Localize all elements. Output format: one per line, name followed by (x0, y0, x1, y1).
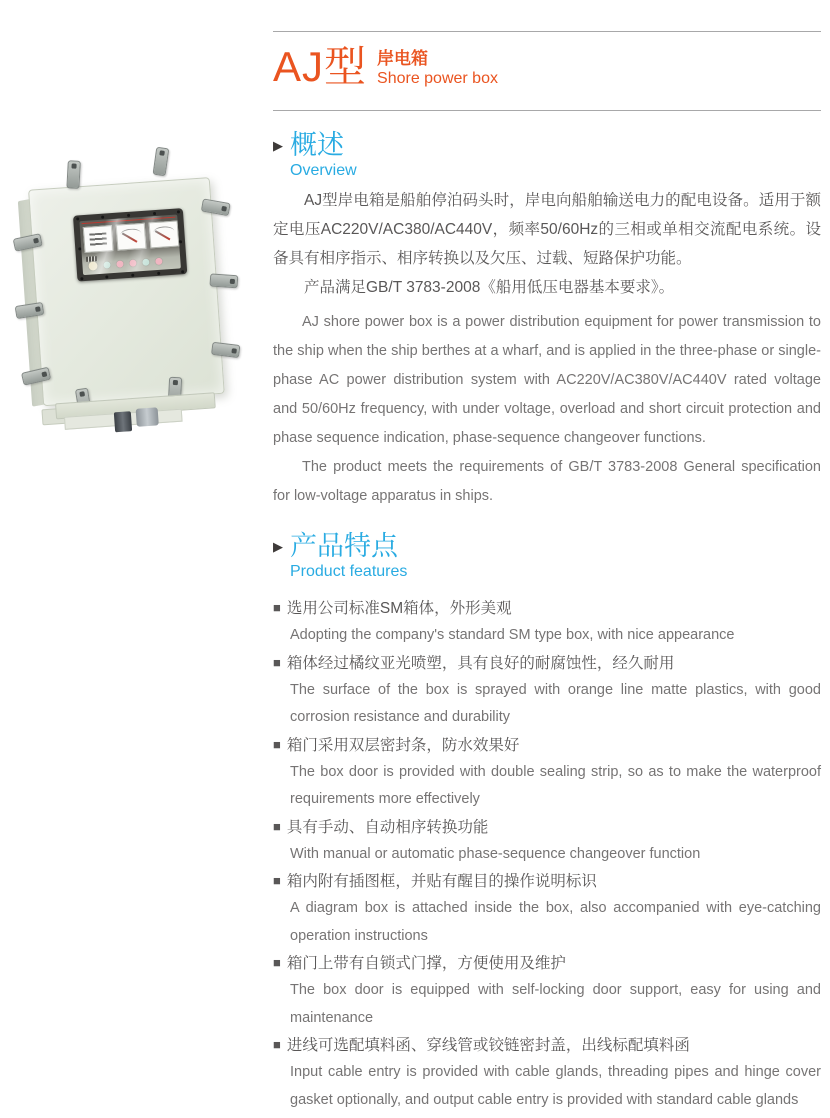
section-marker-icon: ▶ (273, 138, 283, 153)
feature-zh-label: 箱内附有插图框，并贴有醒目的操作说明标识 (286, 873, 597, 890)
product-subtitle (377, 49, 498, 90)
feature-text-zh (273, 650, 821, 677)
overview-text-zh (273, 186, 821, 302)
feature-item (273, 950, 821, 1032)
features-section-heading (273, 531, 407, 582)
overview-titles (290, 130, 357, 181)
overview-paragraph-zh: 产品满足GB/T 3783-2008《船用低压电器基本要求》。 (304, 279, 675, 296)
product-name-zh: 岸电箱 (377, 49, 429, 68)
feature-zh-label: 具有手动、自动相序转换功能 (286, 818, 489, 836)
feature-bullet-icon: ■ (273, 955, 281, 970)
indicator-lamp (142, 259, 149, 266)
features-title-en: Product features (290, 563, 408, 580)
feature-zh-label: 箱门上带有自锁式门撑，方便使用及维护 (286, 955, 566, 972)
overview-paragraph-en: The product meets the requirements of GB/T 3783-2008 General specification for low-voltage apparatus in ships. (273, 459, 821, 504)
features-titles (290, 531, 407, 582)
feature-text-zh (273, 950, 821, 977)
feature-bullet-icon: ■ (273, 1037, 281, 1052)
feature-item (273, 595, 821, 650)
feature-item (273, 732, 821, 814)
indicator-row (88, 257, 162, 271)
feature-zh-label: 进线可选配填料函、穿线管或铰链密封盖，出线标配填料函 (286, 1037, 690, 1054)
shore-power-box-image (1, 137, 257, 463)
meter-panel (73, 208, 187, 282)
feature-text-en: Adopting the company's standard SM type box, with nice appearance (290, 627, 735, 643)
overview-section-heading (273, 130, 357, 181)
feature-zh-label: 选用公司标准SM箱体，外形美观 (286, 600, 512, 617)
feature-bullet-icon: ■ (273, 654, 281, 670)
feature-text-zh (273, 1032, 821, 1059)
overview-title-en: Overview (290, 162, 357, 179)
overview-paragraph-en: AJ shore power box is a power distribution equipment for power transmission to the ship when the ship berthes at a wharf, and is applied in the three-phase or single-phase AC power distribution system with AC220V/AC380V/AC440V rated voltage and 50/60Hz frequency, with under voltage, overload and short circuit protection and phase sequence indication, phase-sequence changeover functions. (273, 314, 821, 446)
overview-paragraph-zh: AJ型岸电箱是船舶停泊码头时，岸电向船舶输送电力的配电设备。适用于额定电压AC220V/AC380/AC440V，频率50/60Hz的三相或单相交流配电系统。设备具有相序指示、相序转换以及欠压、过载、短路保护功能。 (273, 192, 821, 267)
cable-gland (114, 411, 132, 432)
section-marker-icon: ▶ (273, 539, 283, 554)
counter-meter (83, 225, 114, 253)
box-front-door (28, 177, 225, 406)
divider-top (273, 31, 821, 32)
latch-clamp (66, 160, 80, 189)
feature-bullet-icon: ■ (273, 818, 281, 834)
feature-list (273, 595, 821, 1114)
product-header (273, 44, 498, 90)
ammeter-gauge (149, 220, 180, 248)
indicator-lamp (116, 260, 123, 267)
feature-text-en: A diagram box is attached inside the box, also accompanied with eye-catching operation instructions (290, 900, 821, 944)
feature-item (273, 868, 821, 950)
meter-row (83, 220, 180, 253)
feature-text-en: Input cable entry is provided with cable glands, threading pipes and hinge cover gasket optionally, and output cable entry is provided with standard cable glands (290, 1064, 821, 1108)
features-title-zh: 产品特点 (290, 531, 398, 561)
latch-clamp (153, 147, 170, 177)
feature-zh-label: 箱门采用双层密封条，防水效果好 (286, 736, 520, 754)
feature-text-en: The surface of the box is sprayed with orange line matte plastics, with good corrosion resistance and durability (290, 681, 821, 725)
indicator-lamp (129, 259, 136, 266)
feature-bullet-icon: ■ (273, 736, 281, 752)
counter-digits (89, 232, 107, 246)
feature-text-en: The box door is provided with double sealing strip, so as to make the waterproof requirements more effectively (290, 763, 821, 807)
latch-clamp (209, 273, 238, 288)
indicator-lamp (155, 258, 162, 265)
feature-text-zh (273, 814, 821, 841)
cable-gland (136, 407, 159, 426)
product-photo (12, 145, 247, 455)
divider-header (273, 110, 821, 111)
feature-text-en: With manual or automatic phase-sequence changeover function (290, 845, 701, 862)
feature-bullet-icon: ■ (273, 873, 281, 888)
product-model: AJ型 (273, 43, 368, 90)
push-button (88, 261, 98, 271)
indicator-lamp (103, 261, 110, 268)
panel-window (79, 214, 181, 275)
feature-text-zh (273, 732, 821, 759)
feature-item (273, 650, 821, 732)
overview-title-zh: 概述 (290, 130, 344, 160)
voltmeter-gauge (116, 223, 147, 251)
feature-bullet-icon: ■ (273, 600, 281, 615)
feature-item (273, 814, 821, 869)
feature-zh-label: 箱体经过橘纹亚光喷塑，具有良好的耐腐蚀性，经久耐用 (286, 654, 675, 672)
feature-item (273, 1032, 821, 1114)
feature-text-en: The box door is equipped with self-locking door support, easy for using and maintenance (290, 982, 821, 1026)
feature-text-zh (273, 868, 821, 895)
product-name-en: Shore power box (377, 70, 498, 87)
overview-text-en (273, 308, 821, 511)
panel-screws (76, 217, 79, 220)
feature-text-zh (273, 595, 821, 622)
